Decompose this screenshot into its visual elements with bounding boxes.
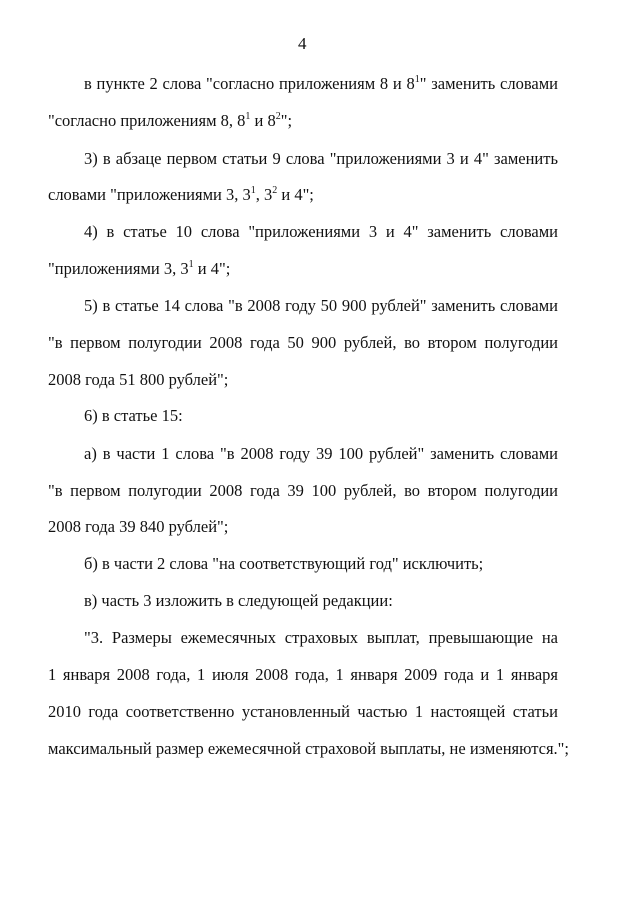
text-line [84, 222, 558, 242]
text-run: словами "приложениями 3, 3 [48, 185, 251, 204]
text-run: , 3 [255, 185, 273, 204]
text-line [48, 333, 558, 353]
superscript: 1 [250, 185, 256, 196]
text-run: 2008 года 51 800 рублей"; [48, 370, 229, 389]
text-run: 1 января 2008 года, 1 июля 2008 года, 1 января 2009 года и 1 января [48, 665, 558, 684]
text-line [48, 665, 558, 685]
text-run: "; [280, 111, 293, 130]
text-run: 5) в статье 14 слова "в 2008 году 50 900 рублей" заменить словами [84, 296, 558, 315]
text-run: "в первом полугодии 2008 года 50 900 рублей, во втором полугодии [48, 333, 558, 352]
page-number: 4 [298, 34, 307, 53]
text-run: в пункте 2 слова "согласно приложениям 8 и 8 [84, 74, 415, 93]
text-run: в) часть 3 изложить в следующей редакции: [84, 591, 393, 610]
text-run: и 8 [250, 111, 276, 130]
superscript: 1 [245, 111, 251, 122]
text-run: "согласно приложениям 8, 8 [48, 111, 246, 130]
text-line [48, 370, 228, 390]
text-run: "в первом полугодии 2008 года 39 100 рублей, во втором полугодии [48, 481, 558, 500]
text-run: 6) в статье 15: [84, 406, 183, 425]
text-line [84, 591, 393, 611]
text-run: а) в части 1 слова "в 2008 году 39 100 рублей" заменить словами [84, 444, 558, 463]
text-run: " заменить словами [419, 74, 558, 93]
text-line [48, 702, 558, 722]
text-run: б) в части 2 слова "на соответствующий год" исключить; [84, 554, 484, 573]
superscript: 2 [272, 185, 278, 196]
superscript: 1 [188, 259, 194, 270]
text-line [84, 406, 183, 426]
text-run: и 4"; [193, 259, 231, 278]
superscript: 1 [414, 74, 420, 85]
text-line [48, 259, 230, 279]
text-line [48, 481, 558, 501]
text-line [48, 517, 228, 537]
text-run: 3) в абзаце первом статьи 9 слова "приложениями 3 и 4" заменить [84, 149, 558, 168]
text-line [84, 554, 483, 574]
text-line [84, 444, 558, 464]
text-run: 4) в статье 10 слова "приложениями 3 и 4" заменить словами [84, 222, 558, 241]
text-run: 2010 года соответственно установленный частью 1 настоящей статьи [48, 702, 558, 721]
text-run: максимальный размер ежемесячной страховой выплаты, не изменяются."; [48, 739, 569, 758]
text-line [84, 296, 558, 316]
text-line [84, 149, 558, 169]
text-line [84, 74, 558, 94]
text-run: "приложениями 3, 3 [48, 259, 189, 278]
text-run: 2008 года 39 840 рублей"; [48, 517, 229, 536]
text-line [48, 111, 292, 131]
superscript: 2 [275, 111, 281, 122]
text-line [48, 739, 569, 759]
text-line [84, 628, 558, 648]
text-run: и 4"; [277, 185, 314, 204]
text-line [48, 185, 314, 205]
text-run: "3. Размеры ежемесячных страховых выплат, превышающие на [84, 628, 558, 647]
